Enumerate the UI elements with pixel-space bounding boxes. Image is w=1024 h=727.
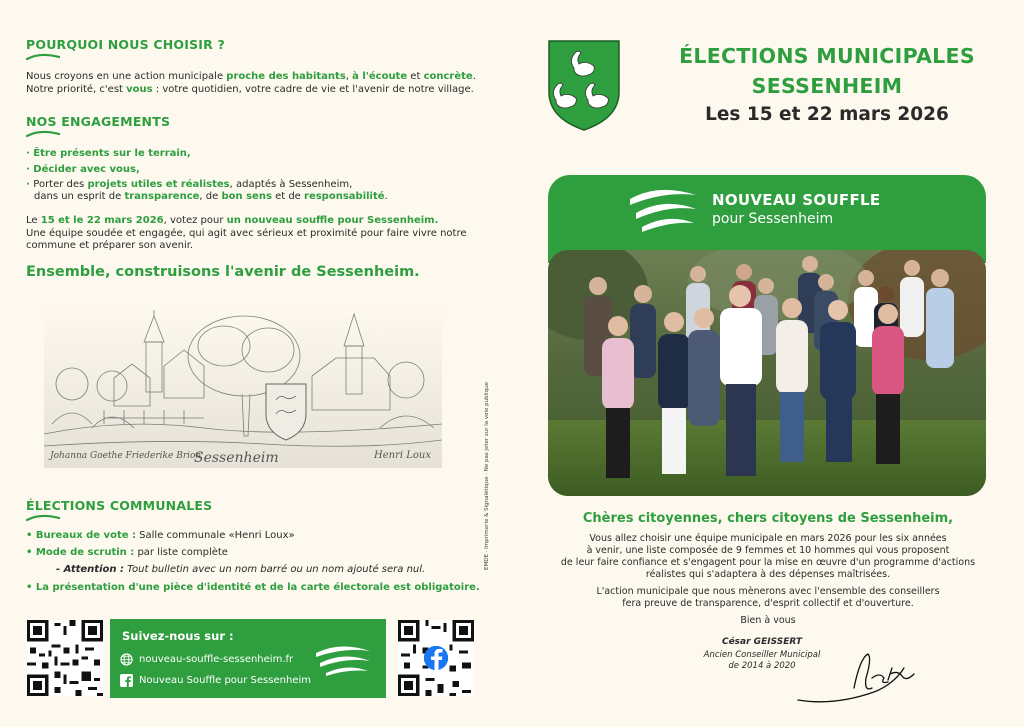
facebook-icon — [120, 674, 133, 687]
handwritten-signature — [794, 648, 924, 708]
team-line-2: commune et préparer son avenir. — [26, 240, 194, 251]
village-sketch-illustration — [44, 306, 442, 468]
banner-subtitle: pour Sessenheim — [712, 211, 834, 227]
website-link[interactable] — [120, 653, 293, 666]
wind-swoosh-icon — [314, 643, 372, 677]
commitment-3-cont: dans un esprit de transparence, de bon sens et de responsabilité. — [34, 191, 388, 202]
facebook-link[interactable] — [120, 674, 311, 687]
swoosh-icon — [26, 53, 60, 61]
polling-office: • Bureaux de vote : Salle communale «Henri Loux» — [26, 530, 295, 541]
body-line-5: L'action municipale que nous mènerons avec l'ensemble des conseillers — [596, 586, 940, 597]
body-line-6: fera preuve de transparence, d'esprit collectif et d'ouverture. — [622, 598, 914, 609]
title-line-2: SESSENHEIM — [751, 74, 903, 98]
sketch-caption-left: Johanna Goethe Friederike Brion — [50, 451, 202, 461]
vote-line: Le 15 et le 22 mars 2026, votez pour un nouveau souffle pour Sessenheim. — [26, 215, 439, 226]
commitment-2: · Décider avec vous, — [26, 164, 140, 175]
greeting: Chères citoyennes, chers citoyens de Sessenheim, — [582, 511, 954, 526]
voting-mode: • Mode de scrutin : par liste complète — [26, 547, 228, 558]
why-line-2: Notre priorité, c'est vous : votre quotidien, votre cadre de vie et l'avenir de notre village. — [26, 84, 474, 95]
website-text: nouveau-souffle-sessenheim.fr — [139, 654, 294, 665]
commitment-1: · Être présents sur le terrain, — [26, 148, 191, 159]
body-line-4: réalistes qui s'adaptera à des dépenses maîtrisées. — [645, 569, 891, 580]
team-photo — [548, 250, 986, 496]
why-title: POURQUOI NOUS CHOISIR ? — [26, 37, 225, 52]
election-dates: Les 15 et 22 mars 2026 — [705, 104, 949, 125]
globe-icon — [120, 653, 133, 666]
sketch-caption-center: Sessenheim — [194, 450, 279, 466]
tagline: Ensemble, construisons l'avenir de Sessenheim. — [26, 264, 420, 280]
sketch-caption-right: Henri Loux — [374, 450, 431, 461]
elections-title: ÉLECTIONS COMMUNALES — [26, 498, 213, 513]
commitments-title: NOS ENGAGEMENTS — [26, 114, 171, 129]
facebook-text: Nouveau Souffle pour Sessenheim — [139, 675, 311, 686]
signatory-name: César GEISSERT — [721, 637, 803, 647]
follow-title: Suivez-nous sur : — [122, 629, 234, 643]
id-notice: • La présentation d'une pièce d'identité et de la carte électorale est obligatoire. — [26, 582, 480, 593]
team-line-1: Une équipe soudée et engagée, qui agit avec sérieux et proximité pour faire vivre notre — [26, 228, 467, 239]
body-line-3: de leur faire confiance et s'engagent pour la mise en œuvre d'un programme d'actions — [560, 557, 976, 568]
body-line-2: à venir, une liste composée de 9 femmes et 10 hommes qui vous proposent — [586, 545, 950, 556]
title-line-1: ÉLECTIONS MUNICIPALES — [679, 44, 975, 68]
attention-note: - Attention : Tout bulletin avec un nom barré ou un nom ajouté sera nul. — [56, 564, 426, 575]
sessenheim-coat-of-arms — [546, 38, 622, 132]
right-page — [512, 0, 1024, 727]
commitment-3: · Porter des projets utiles et réalistes, adaptés à Sessenheim, — [26, 179, 353, 190]
print-notice: EMDE · Imprimerie & Signalétique · Ne pas jeter sur la voie publique — [484, 381, 490, 570]
swoosh-icon — [26, 514, 60, 522]
wind-swoosh-icon — [628, 185, 698, 233]
banner-title: NOUVEAU SOUFFLE — [712, 191, 881, 209]
qr-code-facebook[interactable] — [398, 620, 474, 696]
follow-box — [110, 619, 386, 698]
why-line-1: Nous croyons en une action municipale proche des habitants, à l'écoute et concrète. — [26, 71, 476, 82]
swoosh-icon — [26, 130, 60, 138]
closing: Bien à vous — [740, 615, 796, 626]
qr-code-website[interactable] — [27, 620, 103, 696]
signatory-role: Ancien Conseiller Municipal de 2014 à 2020 — [703, 650, 821, 671]
body-line-1: Vous allez choisir une équipe municipale en mars 2026 pour les six années — [589, 533, 947, 544]
